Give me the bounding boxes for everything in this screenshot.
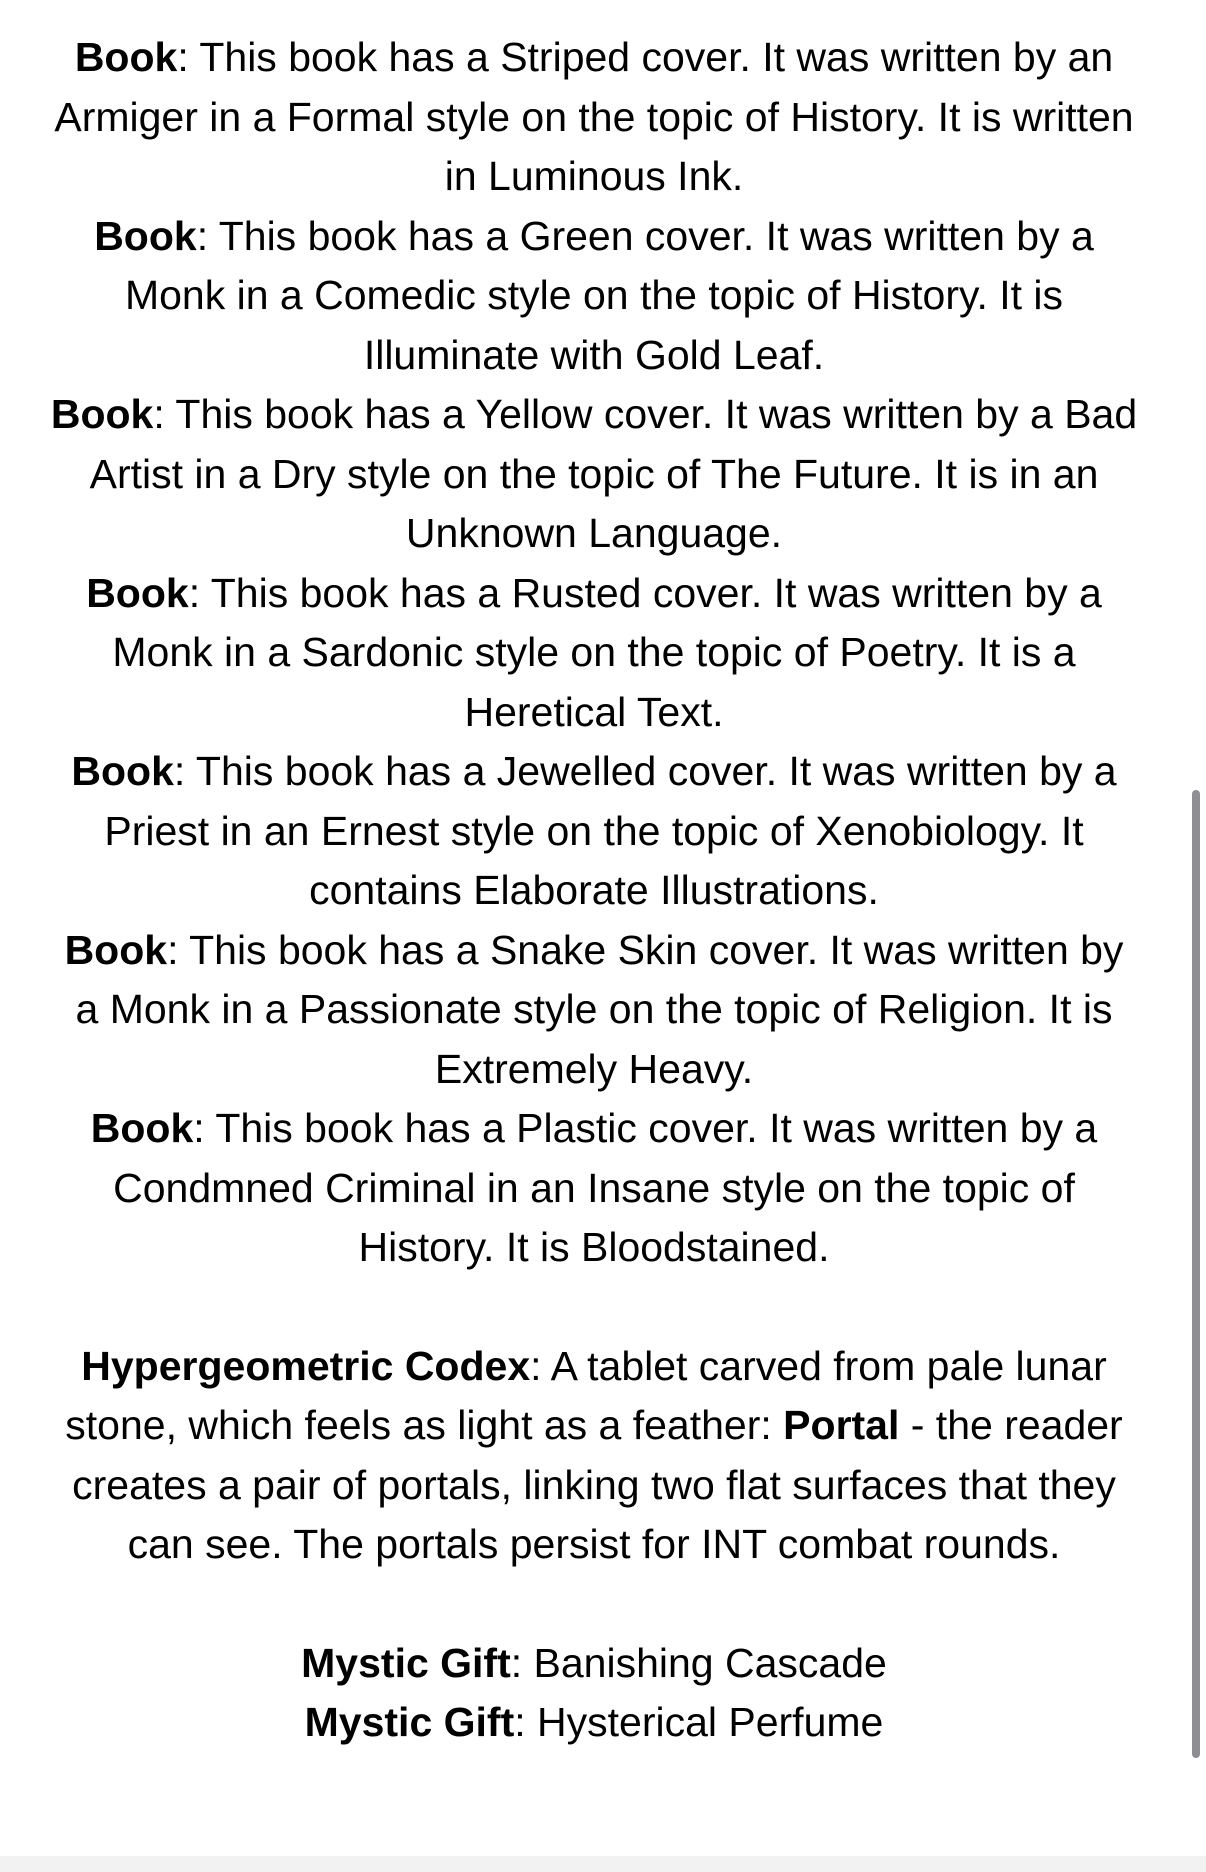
gift-label: Mystic Gift: [304, 1699, 515, 1745]
book-entry: [49, 564, 1139, 743]
book-entry: [49, 742, 1139, 921]
gift-label: Mystic Gift: [301, 1639, 511, 1686]
book-description: : This book has a Green cover. It was written by a Monk in a Comedic style on the topic of History. It is Illuminate with Gold Leaf.: [124, 212, 1094, 378]
codex-description: : A tablet carved from pale lunar stone, which feels as light as a feather:: [65, 1342, 1107, 1448]
book-description: : This book has a Rusted cover. It was written by a Monk in a Sardonic style on the topic of Poetry. It is a Heretical Text.: [112, 569, 1102, 735]
book-label: Book: [94, 212, 197, 259]
item-list: [0, 28, 1188, 1753]
bottom-bar: [0, 1856, 1206, 1872]
gift-value: : Banishing Cascade: [510, 1639, 887, 1686]
gift-value: : Hysterical Perfume: [514, 1699, 884, 1745]
book-description: : This book has a Snake Skin cover. It was written by a Monk in a Passionate style on the topic of Religion. It is Extremely Heavy.: [75, 926, 1124, 1092]
book-label: Book: [90, 1105, 194, 1151]
book-entry: [49, 921, 1139, 1100]
book-entry: [49, 207, 1139, 386]
codex-entry: [49, 1337, 1139, 1575]
codex-label: Hypergeometric Codex: [81, 1342, 531, 1389]
book-description: : This book has a Striped cover. It was written by an Armiger in a Formal style on the topic of History. It is written in Luminous Ink.: [54, 34, 1134, 199]
book-description: : This book has a Jewelled cover. It was written by a Priest in an Ernest style on the topic of Xenobiology. It contains Elaborate Illustrations.: [104, 748, 1117, 913]
codex-power-description: - the reader creates a pair of portals, linking two flat surfaces that they can see. The portals persist for INT combat rounds.: [72, 1402, 1123, 1567]
book-label: Book: [74, 34, 178, 80]
book-description: : This book has a Yellow cover. It was written by a Bad Artist in a Dry style on the topic of The Future. It is in an Unknown Language.: [89, 391, 1138, 556]
book-description: : This book has a Plastic cover. It was written by a Condmned Criminal in an Insane style on the topic of History. It is Bloodstained.: [113, 1105, 1098, 1270]
vertical-scrollbar[interactable]: [1192, 790, 1200, 1758]
book-entry: [49, 385, 1139, 564]
gift-entry: [49, 1693, 1139, 1753]
book-label: Book: [71, 748, 174, 794]
spacer: [0, 1278, 1188, 1337]
book-entry: [49, 1099, 1139, 1278]
book-label: Book: [50, 391, 154, 437]
book-entry: [49, 28, 1139, 207]
spacer: [0, 1575, 1188, 1634]
book-label: Book: [86, 569, 189, 616]
codex-power-name: Portal: [783, 1402, 900, 1448]
book-label: Book: [64, 926, 168, 973]
gift-entry: [49, 1634, 1139, 1694]
